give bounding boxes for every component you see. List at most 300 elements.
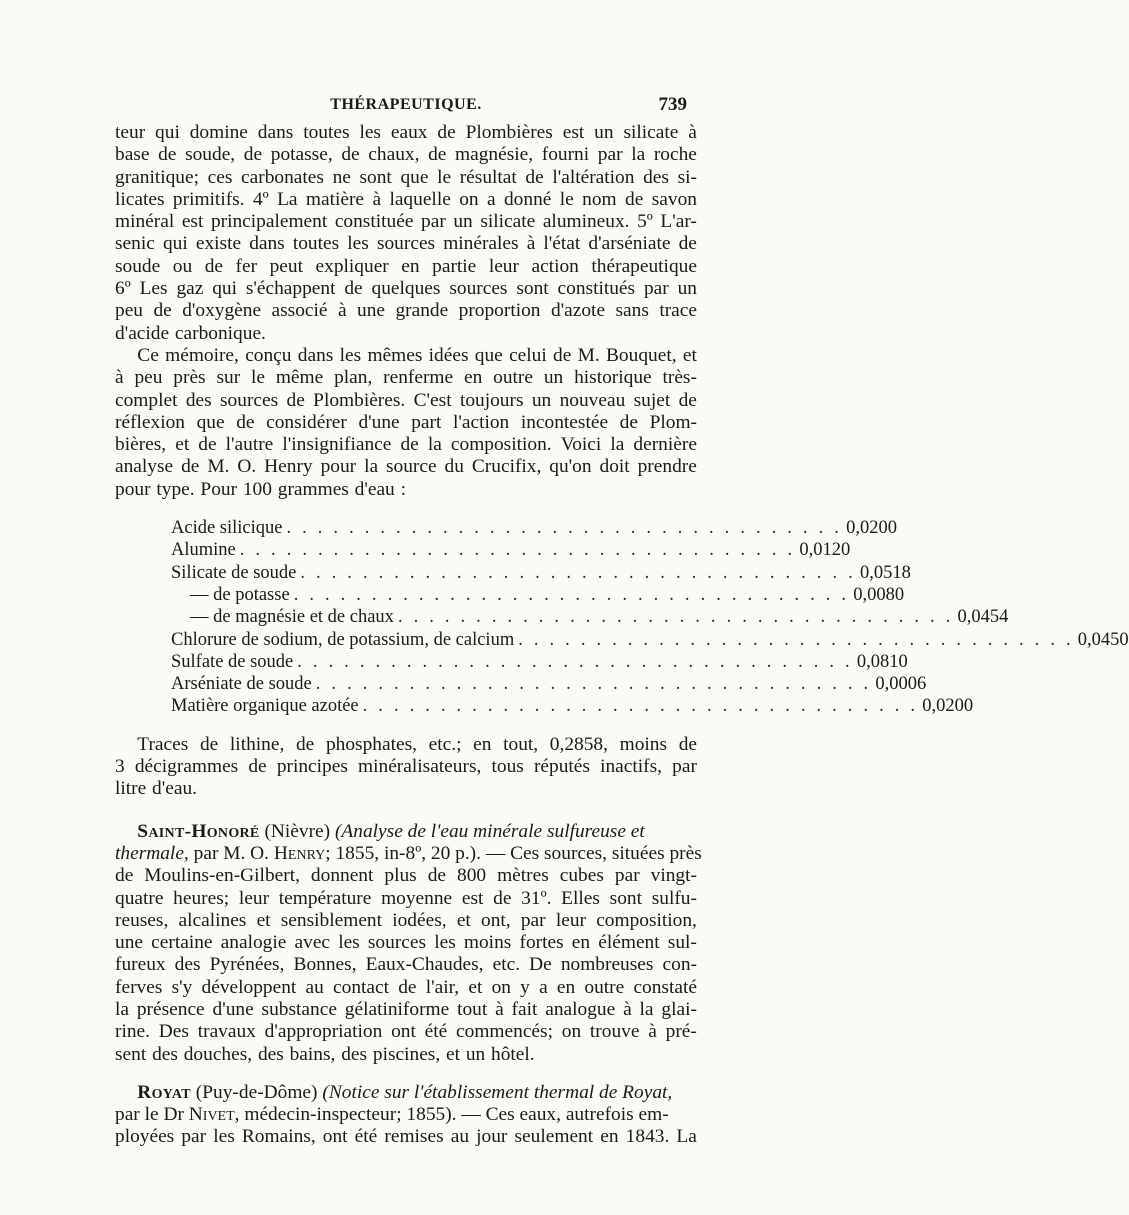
word: très- — [662, 367, 697, 389]
word: en — [556, 976, 576, 998]
word: à — [688, 122, 697, 143]
word: élément — [598, 932, 660, 954]
word: existe — [195, 233, 242, 255]
word: Crucifix, — [471, 456, 542, 478]
analysis-row — [171, 695, 974, 717]
word: réflexion — [115, 411, 185, 433]
word: est — [562, 122, 585, 143]
word: primitifs. — [172, 188, 245, 210]
word: potasse, — [270, 144, 333, 166]
word: moyenne — [381, 887, 453, 909]
running-head — [115, 96, 697, 122]
word: sensiblement — [280, 909, 383, 931]
word: 1843. — [625, 1126, 670, 1148]
word: un — [543, 367, 564, 389]
word: d'acide — [115, 322, 170, 344]
text-line — [115, 278, 697, 300]
word: gaz — [176, 278, 204, 300]
word: Ce — [137, 344, 159, 366]
word: principes — [276, 756, 348, 778]
word: a — [486, 188, 496, 210]
word: de — [295, 733, 315, 755]
word: la — [115, 998, 129, 1020]
word: travaux — [197, 1021, 256, 1043]
word: la — [631, 144, 646, 166]
word: eaux — [390, 122, 428, 143]
word: par — [672, 756, 697, 778]
word: Elles — [561, 887, 600, 909]
word: est — [181, 211, 204, 233]
word: principalement — [210, 211, 328, 233]
word: carbonique. — [174, 322, 266, 344]
text-line — [115, 434, 697, 456]
analysis-table — [171, 517, 1129, 718]
paragraph-traces — [115, 734, 697, 801]
word: licates — [115, 188, 165, 210]
word: sources — [449, 278, 508, 300]
word: l'autre — [225, 434, 274, 456]
word: silicate — [623, 122, 679, 143]
word: ont, — [481, 909, 511, 931]
word: d'oxygène — [182, 300, 262, 322]
word: sur — [216, 367, 241, 389]
word: minérales — [443, 233, 519, 255]
word: de — [678, 389, 697, 411]
word: les — [339, 344, 362, 366]
word: Des — [158, 1021, 189, 1043]
text-line — [115, 999, 697, 1021]
word: nouveau — [559, 389, 626, 411]
word: plus — [384, 865, 417, 887]
substance-amount: 0,0454 — [957, 607, 1009, 628]
word: considérer — [266, 411, 347, 433]
word: par — [643, 278, 669, 300]
word: un — [594, 122, 614, 143]
word: réputés — [533, 756, 590, 778]
word: la — [639, 998, 654, 1020]
page-number: 739 — [658, 94, 687, 115]
word: fortes — [519, 932, 564, 954]
word: composition, — [596, 909, 697, 931]
word: de — [198, 434, 217, 456]
substance-label: Acide silicique — [171, 518, 283, 539]
word: dernière — [633, 434, 697, 456]
word: en — [463, 367, 483, 389]
word: par — [421, 211, 446, 233]
analysis-row — [171, 629, 1129, 651]
word: d'eau — [354, 478, 395, 500]
word: de — [199, 733, 219, 755]
word: l'air, — [425, 976, 460, 998]
substance-label: Alumine — [171, 540, 236, 561]
text-line — [115, 479, 697, 501]
substance-label: — de potasse — [190, 584, 290, 605]
substance-amount: 0,0450 — [1077, 629, 1129, 650]
word: Henry — [264, 456, 313, 478]
word: sont — [359, 166, 392, 188]
word: ployées — [115, 1126, 175, 1148]
word: dans — [257, 122, 294, 143]
word: par — [520, 909, 546, 931]
analysis-row — [171, 606, 1009, 628]
word: le — [251, 367, 265, 389]
word: ferves — [115, 976, 163, 998]
word: l'état — [543, 233, 581, 255]
text-line — [115, 233, 697, 255]
word: d'appropriation — [264, 1021, 383, 1043]
word: présence — [136, 998, 205, 1020]
word: les — [434, 932, 456, 954]
text-line — [115, 144, 697, 166]
word: trace — [659, 300, 697, 322]
word: analogue — [545, 998, 616, 1020]
word: à — [495, 998, 504, 1020]
word: à — [115, 367, 124, 389]
word: toutes — [303, 122, 350, 143]
word: et — [256, 909, 271, 931]
substance-amount: 0,0006 — [875, 674, 927, 695]
word: L'ar- — [660, 211, 697, 233]
word: Les — [139, 278, 168, 300]
word: de — [427, 865, 447, 887]
word: de — [153, 300, 172, 322]
word: un — [677, 278, 697, 300]
word: leur — [555, 909, 586, 931]
word: le — [437, 166, 452, 188]
word: d'azote — [550, 300, 606, 322]
word: associé — [271, 300, 328, 322]
word: peu — [115, 300, 143, 322]
text-line — [115, 345, 697, 367]
word: moins — [619, 733, 668, 755]
word: alumineux. — [542, 211, 630, 233]
word: sul- — [667, 932, 697, 954]
word: à — [623, 998, 632, 1020]
word: douches, — [183, 1043, 253, 1065]
word: la — [610, 434, 625, 456]
word: d'arséniate — [588, 233, 671, 255]
word: toujours — [459, 389, 524, 411]
word: sont — [516, 278, 549, 300]
word: sont — [609, 887, 642, 909]
word: de — [493, 887, 512, 909]
word: part — [411, 411, 442, 433]
entry-citation: , médecin-inspecteur; 1855). — Ces eaux, autrefois em- — [234, 1104, 669, 1126]
word: thérapeutique — [591, 255, 697, 277]
word: ont — [322, 1126, 348, 1148]
word: de — [619, 411, 638, 433]
entry-body — [115, 1126, 697, 1148]
word: dans — [297, 344, 334, 366]
entry-body — [115, 865, 697, 1066]
text-line — [115, 865, 697, 887]
substance-label: Chlorure de sodium, de potassium, de calcium — [171, 629, 515, 650]
word: roche — [653, 144, 697, 166]
word: Bonnes, — [293, 954, 357, 976]
word: d'une — [212, 998, 254, 1020]
entry-location: (Nièvre) — [264, 820, 331, 842]
dot-leader: . . . . . . . . . . . . . . . . . . . . . . . . . . . . . . . . . . . . — [239, 540, 796, 561]
word: laquelle — [389, 188, 451, 210]
text-line — [115, 456, 697, 478]
word: outre — [493, 367, 533, 389]
word: sent — [115, 1043, 147, 1065]
word: Plombières — [465, 122, 553, 143]
substance-amount: 0,0120 — [799, 540, 851, 561]
word: de — [243, 144, 263, 166]
word: les — [338, 932, 360, 954]
entry-author: Henry — [273, 842, 326, 864]
word: etc. — [492, 954, 521, 976]
word: s'échappent — [245, 278, 336, 300]
word: un — [531, 389, 552, 411]
entry-title: Royat — [137, 1081, 191, 1103]
word: bières, — [115, 434, 167, 456]
word: constitués — [557, 278, 636, 300]
word: celui — [509, 344, 547, 366]
word: à — [526, 233, 536, 255]
word: la — [427, 434, 442, 456]
word: pour — [320, 456, 357, 478]
word: des — [257, 1043, 284, 1065]
word: été — [424, 1021, 448, 1043]
word: ne — [332, 166, 351, 188]
word: nom — [582, 188, 617, 210]
word: à — [648, 1021, 657, 1043]
word: partie — [432, 255, 477, 277]
word: au — [450, 1126, 470, 1148]
entry-author-prefix: par M. O. — [193, 842, 270, 864]
text-line — [115, 1044, 697, 1066]
word: les — [347, 233, 369, 255]
word: les — [359, 122, 381, 143]
word: analyse — [115, 456, 174, 478]
word: M. — [577, 344, 600, 366]
word: magnésie, — [455, 144, 534, 166]
word: lithine, — [229, 733, 285, 755]
word: fait — [511, 998, 538, 1020]
entry-heading-line — [115, 821, 697, 843]
word: leur — [238, 887, 270, 909]
word: on — [491, 976, 511, 998]
word: de — [398, 976, 417, 998]
word: bains, — [289, 1043, 336, 1065]
word: les — [213, 1126, 235, 1148]
word: fourni — [541, 144, 590, 166]
word: sans — [615, 300, 649, 322]
word: le — [559, 188, 574, 210]
word: heures; — [173, 887, 230, 909]
text-line — [115, 888, 697, 910]
word: de — [286, 389, 305, 411]
word: on — [561, 1021, 582, 1043]
substance-amount: 0,0200 — [846, 518, 897, 539]
word: piscines, — [372, 1043, 441, 1065]
text-line — [115, 367, 697, 389]
word: soude, — [185, 144, 236, 166]
word: La — [277, 188, 298, 210]
text-line — [115, 211, 697, 233]
word: 800 — [457, 865, 487, 887]
word: matière — [305, 188, 365, 210]
word: rine. — [115, 1021, 150, 1043]
dot-leader: . . . . . . . . . . . . . . . . . . . . . . . . . . . . . . . . . . . . — [315, 674, 872, 695]
word: et — [456, 909, 471, 931]
word: 0,2858, — [549, 733, 608, 755]
word: fureux — [115, 954, 166, 976]
substance-amount: 0,0518 — [859, 562, 911, 583]
word: donnent — [310, 865, 374, 887]
word: si- — [677, 166, 697, 188]
word: Romains, — [241, 1126, 316, 1148]
word: de — [248, 756, 267, 778]
word: dans — [249, 233, 285, 255]
word: vingt- — [650, 865, 697, 887]
word: de — [400, 434, 419, 456]
word: outre — [584, 976, 625, 998]
entry-author-prefix: par le Dr — [115, 1104, 184, 1126]
word: de — [204, 255, 224, 277]
word: litre — [115, 778, 147, 800]
word: jour — [476, 1126, 508, 1148]
text-line — [115, 932, 697, 954]
word: une — [357, 300, 385, 322]
substance-label: Matière organique azotée — [171, 696, 359, 717]
entry-heading-line — [115, 1082, 697, 1104]
text-line — [115, 1021, 697, 1043]
word: température — [278, 887, 372, 909]
word: sujet — [633, 389, 671, 411]
word: savon — [651, 188, 697, 210]
word: plan, — [334, 367, 373, 389]
word: proportion — [458, 300, 541, 322]
word: sources — [220, 389, 279, 411]
word: résultat — [459, 166, 517, 188]
word: complet — [115, 389, 178, 411]
word: près — [173, 367, 206, 389]
word: mêmes — [367, 344, 423, 366]
word: commencés; — [456, 1021, 553, 1043]
word: certaine — [151, 932, 213, 954]
dot-leader: . . . . . . . . . . . . . . . . . . . . . . . . . . . . . . . . . . . . — [518, 629, 1074, 650]
analysis-row — [171, 673, 927, 695]
word: silicate — [480, 211, 536, 233]
word: de — [344, 278, 363, 300]
word: 4º — [252, 188, 269, 210]
word: Plom- — [649, 411, 697, 433]
text-line — [115, 323, 697, 345]
word: de — [341, 144, 360, 166]
word: remises — [384, 1126, 444, 1148]
word: idées — [428, 344, 469, 366]
word: de — [428, 144, 447, 166]
text-line — [115, 954, 697, 976]
word: incontestée — [520, 411, 609, 433]
word: de — [115, 865, 134, 887]
word: une — [115, 932, 143, 954]
word: mètres — [497, 865, 549, 887]
word: domine — [189, 122, 248, 143]
word: qui — [162, 233, 188, 255]
paragraph-plombieres-composition — [115, 122, 697, 345]
word: sources — [376, 233, 436, 255]
word: l'insignifiance — [282, 434, 392, 456]
word: leur — [488, 255, 519, 277]
dot-leader: . . . . . . . . . . . . . . . . . . . . . . . . . . . . . . . . . . . . — [300, 562, 856, 583]
word: mémoire, — [165, 344, 239, 366]
word: pour — [115, 478, 151, 500]
word: Voici — [560, 434, 602, 456]
word: que — [474, 344, 503, 366]
word: La — [676, 1126, 697, 1148]
word: on — [459, 188, 479, 210]
word: de — [553, 344, 572, 366]
entry-source-title: (Notice sur l'établissement thermal de Royat, — [322, 1081, 673, 1103]
word: phosphates, — [325, 733, 417, 755]
word: : — [400, 478, 406, 500]
word: par — [614, 865, 640, 887]
word: même — [275, 367, 324, 389]
word: été — [354, 1126, 378, 1148]
word: l'action — [452, 411, 510, 433]
word: par — [181, 1126, 207, 1148]
word: type. — [156, 478, 195, 500]
word: de — [678, 233, 697, 255]
word: d'une — [358, 411, 400, 433]
paragraph-memoire — [115, 345, 697, 501]
entry-royat — [115, 1082, 697, 1149]
word: carbonates — [241, 166, 324, 188]
word: inactifs, — [600, 756, 663, 778]
word: 100 — [242, 478, 272, 500]
word: conçu — [245, 344, 292, 366]
word: trouve — [589, 1021, 640, 1043]
substance-label: — de magnésie et de chaux — [190, 607, 394, 628]
word: action — [531, 255, 579, 277]
entry-author: Nivet — [188, 1104, 235, 1126]
word: chaux, — [368, 144, 420, 166]
word: ou — [172, 255, 193, 277]
dot-leader: . . . . . . . . . . . . . . . . . . . . . . . . . . . . . . . . . . . . — [286, 518, 843, 539]
word: analogie — [220, 932, 287, 954]
word: et — [446, 1043, 461, 1065]
word: substance — [261, 998, 337, 1020]
word: alcalines — [178, 909, 247, 931]
word: De — [529, 954, 552, 976]
text-line — [115, 734, 697, 756]
word: y — [520, 976, 530, 998]
text-line — [115, 412, 697, 434]
word: 5º — [637, 211, 653, 233]
word: historique — [574, 367, 652, 389]
word: base — [115, 144, 150, 166]
word: en — [401, 255, 420, 277]
word: s'y — [171, 976, 193, 998]
analysis-row — [171, 517, 897, 539]
text-line — [115, 756, 697, 778]
word: pré- — [665, 1021, 697, 1043]
word: de — [437, 122, 456, 143]
word: Bouquet, — [606, 344, 677, 366]
word: que — [196, 411, 225, 433]
word: des — [152, 1043, 178, 1065]
text-line — [115, 390, 697, 412]
word: O. — [237, 456, 257, 478]
word: Traces — [137, 733, 189, 755]
entry-saint-honore — [115, 820, 702, 1066]
word: sulfu- — [651, 887, 697, 909]
word: développent — [201, 976, 297, 998]
